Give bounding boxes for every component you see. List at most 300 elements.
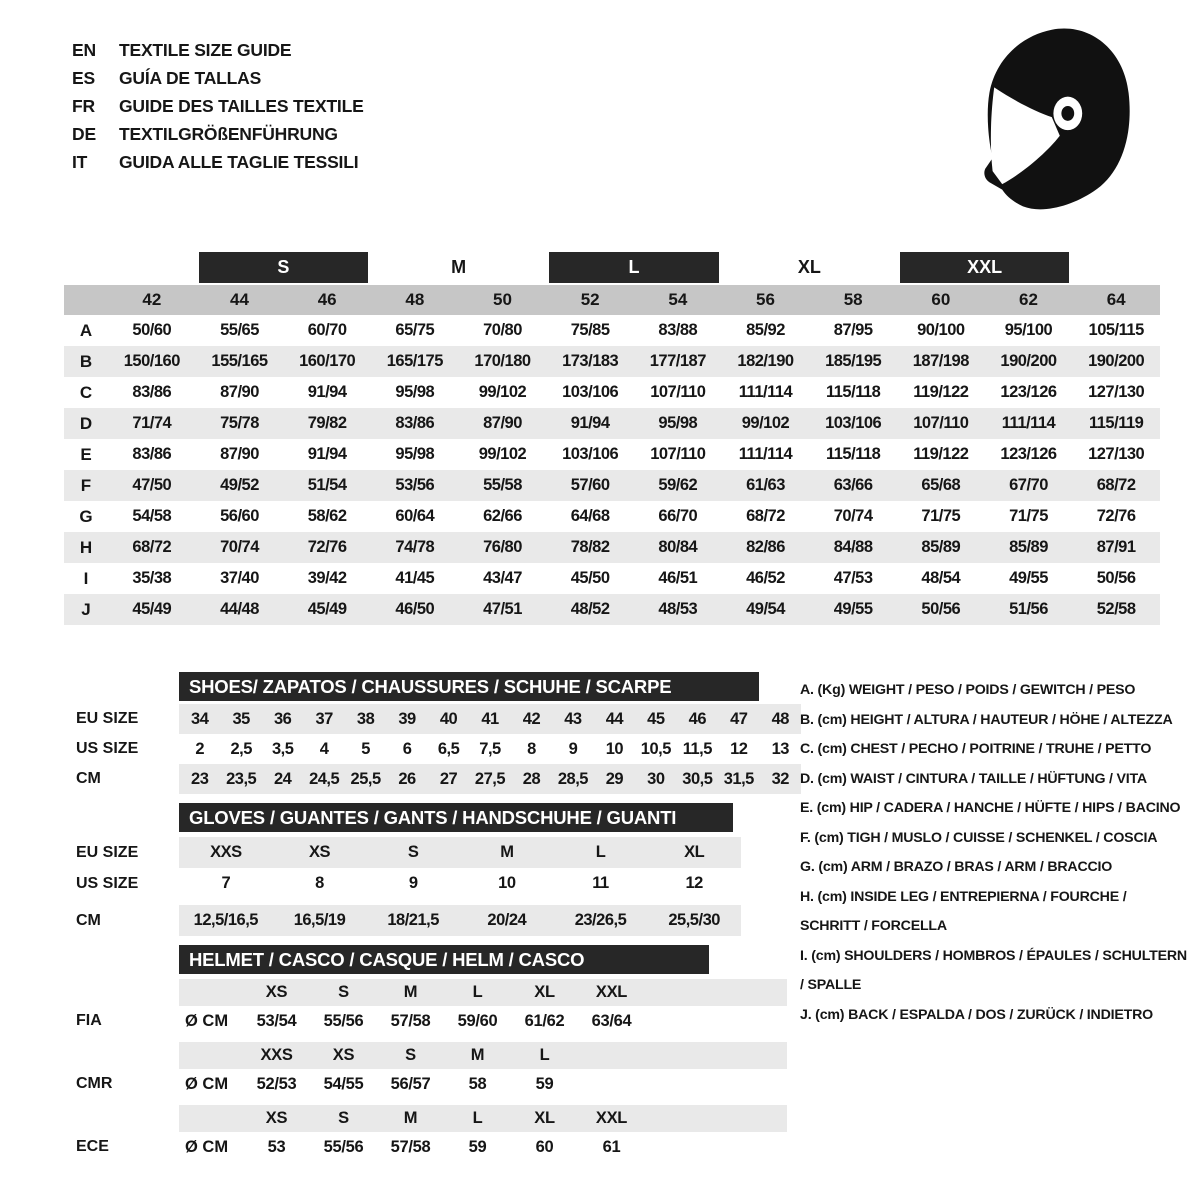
helmet-section-body <box>179 1105 787 1162</box>
helmet-size-value: 55/56 <box>323 1137 364 1156</box>
size-value-cell: 111/114 <box>738 383 793 401</box>
size-value-cell: 23,5 <box>226 769 257 788</box>
size-value-cell: 51/54 <box>307 476 347 494</box>
helmet-size-value: 61 <box>602 1137 621 1156</box>
helmet-size-header: L <box>472 1109 483 1127</box>
helmet-size-header: S <box>338 983 349 1001</box>
size-value-cell: M <box>500 843 514 861</box>
size-value-cell: 70/74 <box>833 507 873 525</box>
size-columns-row <box>64 285 1160 315</box>
size-value-cell: 62/66 <box>483 507 522 525</box>
helmet-value-row <box>179 1069 787 1099</box>
size-value-cell: 173/183 <box>562 352 619 370</box>
helmet-size-value: 54/55 <box>323 1074 364 1093</box>
row-label: D <box>79 413 93 433</box>
size-value-cell: 99/102 <box>741 414 790 432</box>
size-column-header: 42 <box>142 290 162 309</box>
language-row <box>72 36 364 64</box>
legend-item-h: H. (cm) INSIDE LEG / ENTREPIERNA / FOURCHE / SCHRITT / FORCELLA <box>800 888 1127 934</box>
size-value-cell: 46/52 <box>746 569 785 587</box>
size-value-cell: 8 <box>527 739 536 758</box>
size-value-cell: 87/91 <box>1096 538 1136 556</box>
size-value-cell: 187/198 <box>912 352 969 370</box>
row-label: F <box>80 475 92 495</box>
size-value-cell: 34 <box>191 709 209 728</box>
helmet-section-cmr <box>64 1042 1160 1099</box>
size-value-cell: 85/92 <box>746 321 785 339</box>
size-value-cell: 20/24 <box>487 911 527 929</box>
row-label: J <box>81 599 91 619</box>
size-value-cell: 123/126 <box>1000 383 1057 401</box>
language-code: EN <box>72 39 96 60</box>
helmet-size-row <box>179 1105 787 1132</box>
helmet-table-title: HELMET / CASCO / CASQUE / HELM / CASCO <box>179 945 709 974</box>
helmet-size-header: L <box>539 1046 550 1064</box>
size-value-cell: 123/126 <box>1000 445 1057 463</box>
row-label: G <box>79 506 93 526</box>
size-value-cell: 87/90 <box>220 445 259 463</box>
language-code: DE <box>72 123 96 144</box>
legend-item-g: G. (cm) ARM / BRAZO / BRAS / ARM / BRACCIO <box>800 859 1113 875</box>
size-value-cell: 95/98 <box>658 414 698 432</box>
size-value-cell: 18/21,5 <box>387 911 439 929</box>
size-value-cell: 55/65 <box>220 321 259 339</box>
helmet-size-value: 56/57 <box>390 1074 431 1093</box>
helmet-size-header: M <box>403 1109 418 1127</box>
size-value-cell: 10,5 <box>640 739 671 758</box>
size-value-cell: 71/74 <box>132 414 172 432</box>
legend-item-a: A. (Kg) WEIGHT / PESO / POIDS / GEWITCH / PESO <box>800 682 1136 698</box>
size-value-cell: 48 <box>771 709 789 728</box>
size-value-cell: 70/80 <box>483 321 522 339</box>
values-band <box>179 868 741 899</box>
size-value-cell: 27 <box>439 769 458 788</box>
size-column-header: 62 <box>1019 290 1038 309</box>
size-value-cell: 85/89 <box>921 538 961 556</box>
size-value-cell: 66/70 <box>658 507 698 525</box>
size-value-cell: 83/88 <box>658 321 698 339</box>
helmet-section-body <box>179 979 787 1036</box>
size-value-cell: 27,5 <box>474 769 506 788</box>
size-value-cell: 67/70 <box>1009 476 1048 494</box>
size-value-cell: 23 <box>191 769 209 788</box>
size-value-cell: 43 <box>564 709 582 728</box>
unit-label: Ø CM <box>185 1137 229 1156</box>
size-value-cell: 7 <box>221 874 231 892</box>
size-value-cell: 83/86 <box>132 445 172 463</box>
size-value-cell: 74/78 <box>395 538 435 556</box>
size-value-cell: 48/54 <box>921 569 961 587</box>
size-value-cell: 63/66 <box>833 476 873 494</box>
size-value-cell: 80/84 <box>658 538 698 556</box>
row-label: H <box>79 537 93 557</box>
row-header-label: CM <box>76 911 101 929</box>
size-value-cell: 46/51 <box>658 569 698 587</box>
size-value-cell: 12 <box>685 874 703 892</box>
size-value-cell: 30 <box>647 769 665 788</box>
size-value-cell: 91/94 <box>570 414 610 432</box>
size-value-cell: 28 <box>522 769 541 788</box>
language-code: IT <box>72 151 88 172</box>
size-column-header: 60 <box>931 290 951 309</box>
unit-label: Ø CM <box>185 1074 229 1093</box>
size-value-cell: 105/115 <box>1088 321 1144 339</box>
size-value-cell: 7,5 <box>479 739 501 758</box>
helmet-size-row <box>179 1042 787 1069</box>
helmet-size-header: XXL <box>595 1109 628 1127</box>
helmet-size-value: 53 <box>267 1137 286 1156</box>
helmet-size-header: XL <box>534 983 555 1001</box>
measure-row-e <box>64 439 1160 470</box>
helmet-size-header: M <box>470 1046 485 1064</box>
size-value-cell: 45 <box>647 709 665 728</box>
size-value-cell: 79/82 <box>307 414 347 432</box>
size-value-cell: 24,5 <box>309 769 340 788</box>
size-value-cell: 107/110 <box>913 414 969 432</box>
size-group-row <box>64 250 1160 285</box>
size-value-cell: 103/106 <box>825 414 882 432</box>
size-value-cell: 75/78 <box>220 414 259 432</box>
size-group-m: M <box>451 257 467 277</box>
size-value-cell: 9 <box>568 739 578 758</box>
measure-row-c <box>64 377 1160 408</box>
size-value-cell: 87/90 <box>220 383 259 401</box>
size-value-cell: 12,5/16,5 <box>193 911 258 929</box>
guide-title: GUIDE DES TAILLES TEXTILE <box>119 95 364 116</box>
measure-row-g <box>64 501 1160 532</box>
size-value-cell: 68/72 <box>1096 476 1136 494</box>
size-value-cell: 190/200 <box>1000 352 1057 370</box>
size-value-cell: 64/68 <box>570 507 610 525</box>
size-column-header: 46 <box>317 290 337 309</box>
guide-title: TEXTILE SIZE GUIDE <box>119 39 292 60</box>
size-value-cell: 68/72 <box>746 507 785 525</box>
size-value-cell: 59/62 <box>658 476 698 494</box>
helmet-size-value: 59/60 <box>457 1011 498 1030</box>
helmet-value-row <box>179 1132 787 1162</box>
size-value-cell: 65/75 <box>395 321 435 339</box>
size-group-spacer <box>1072 252 1160 283</box>
size-value-cell: 29 <box>605 769 624 788</box>
size-value-cell: 83/86 <box>395 414 435 432</box>
size-value-cell: 91/94 <box>307 383 347 401</box>
size-value-cell: 50/56 <box>921 600 961 618</box>
helmet-value-row <box>179 1006 787 1036</box>
size-value-cell: 36 <box>273 709 292 728</box>
size-value-cell: 25,5/30 <box>668 911 720 929</box>
size-value-cell: 75/85 <box>570 321 610 339</box>
helmet-size-header: XS <box>265 1109 288 1127</box>
row-header-label: EU SIZE <box>76 843 139 861</box>
size-value-cell: 49/54 <box>746 600 785 618</box>
size-value-cell: 31,5 <box>723 769 754 788</box>
measure-row-b <box>64 346 1160 377</box>
size-group-xl: XL <box>797 257 821 277</box>
racing-helmet-icon <box>975 26 1135 212</box>
row-label: C <box>79 382 93 402</box>
size-group-l: L <box>549 252 718 283</box>
helmet-size-header: S <box>405 1046 416 1064</box>
helmet-size-value: 52/53 <box>256 1074 297 1093</box>
legend-item-e: E. (cm) HIP / CADERA / HANCHE / HÜFTE / HIPS / BACINO <box>800 800 1181 816</box>
size-value-cell: 61/63 <box>746 476 785 494</box>
size-value-cell: 28,5 <box>557 769 588 788</box>
row-header-label: US SIZE <box>76 874 139 892</box>
size-value-cell: 127/130 <box>1088 383 1145 401</box>
row-label: E <box>80 444 92 464</box>
size-value-cell: 32 <box>771 769 789 788</box>
size-value-cell: 10 <box>498 874 516 892</box>
values-band <box>179 905 741 936</box>
size-value-cell: 46/50 <box>395 600 435 618</box>
gloves-table-title: GLOVES / GUANTES / GANTS / HANDSCHUHE / GUANTI <box>179 803 733 832</box>
size-value-cell: 5 <box>361 739 370 758</box>
row-label: I <box>83 568 89 588</box>
size-value-cell: 68/72 <box>132 538 172 556</box>
size-column-header: 52 <box>580 290 600 309</box>
values-band <box>179 837 741 868</box>
size-value-cell: 83/86 <box>132 383 172 401</box>
size-value-cell: 23/26,5 <box>574 911 627 929</box>
row-header-label: EU SIZE <box>76 710 139 727</box>
size-value-cell: 71/75 <box>921 507 961 525</box>
size-value-cell: 11 <box>592 874 609 892</box>
size-value-cell: 50/60 <box>132 321 172 339</box>
size-value-cell: 182/190 <box>737 352 794 370</box>
size-value-cell: 119/122 <box>913 383 969 401</box>
size-value-cell: 115/118 <box>825 445 881 463</box>
size-value-cell: 99/102 <box>478 445 527 463</box>
size-value-cell: 155/165 <box>211 352 268 370</box>
helmet-size-header: XL <box>534 1109 555 1127</box>
row-label: B <box>79 351 93 371</box>
size-value-cell: 90/100 <box>917 321 965 339</box>
size-value-cell: 115/118 <box>825 383 881 401</box>
size-group-spacer <box>64 252 196 283</box>
size-value-cell: 3,5 <box>271 739 294 758</box>
size-value-cell: 119/122 <box>913 445 969 463</box>
size-value-cell: 76/80 <box>483 538 522 556</box>
size-value-cell: 85/89 <box>1009 538 1048 556</box>
size-value-cell: 58/62 <box>307 507 347 525</box>
size-value-cell: 52/58 <box>1096 600 1136 618</box>
size-value-cell: 70/74 <box>220 538 259 556</box>
helmet-size-header: L <box>472 983 483 1001</box>
language-row <box>72 92 364 120</box>
size-value-cell: 84/88 <box>833 538 873 556</box>
size-value-cell: 12 <box>730 739 748 758</box>
size-value-cell: 24 <box>273 769 292 788</box>
guide-title: GUIDA ALLE TAGLIE TESSILI <box>119 151 359 172</box>
values-band <box>179 764 801 794</box>
guide-title: GUÍA DE TALLAS <box>119 67 262 88</box>
row-label: A <box>79 320 93 340</box>
size-value-cell: 38 <box>356 709 375 728</box>
size-group-xxl: XXL <box>900 252 1069 283</box>
legend-item-i: I. (cm) SHOULDERS / HOMBROS / ÉPAULES / SCHULTERN / SPALLE <box>800 947 1187 993</box>
size-value-cell: 47/53 <box>833 569 873 587</box>
size-value-cell: 41/45 <box>395 569 435 587</box>
legend-item-d: D. (cm) WAIST / CINTURA / TAILLE / HÜFTUNG / VITA <box>800 770 1147 787</box>
size-value-cell: 8 <box>315 874 324 892</box>
size-value-cell: 35/38 <box>132 569 172 587</box>
helmet-size-header: XS <box>332 1046 355 1064</box>
standard-label: ECE <box>76 1138 109 1155</box>
size-value-cell: 190/200 <box>1088 352 1145 370</box>
size-value-cell: 65/68 <box>921 476 961 494</box>
size-value-cell: 72/76 <box>1096 507 1136 525</box>
legend-item-c: C. (cm) CHEST / PECHO / POITRINE / TRUHE / PETTO <box>800 741 1152 757</box>
size-value-cell: 160/170 <box>299 352 356 370</box>
size-value-cell: 47/50 <box>132 476 172 494</box>
size-value-cell: 95/98 <box>395 445 435 463</box>
guide-title: TEXTILGRÖßENFÜHRUNG <box>119 123 338 144</box>
helmet-section-body <box>179 1042 787 1099</box>
size-value-cell: 47/51 <box>483 600 522 618</box>
size-value-cell: 48/53 <box>658 600 698 618</box>
size-value-cell: 170/180 <box>474 352 531 370</box>
legend-item-b: B. (cm) HEIGHT / ALTURA / HAUTEUR / HÖHE / ALTEZZA <box>800 711 1173 728</box>
size-value-cell: 11,5 <box>682 739 712 758</box>
size-value-cell: 13 <box>771 739 789 758</box>
size-value-cell: 49/55 <box>833 600 873 618</box>
size-value-cell: 42 <box>522 709 541 728</box>
size-column-header: 44 <box>230 290 249 309</box>
size-column-header: 56 <box>756 290 775 309</box>
size-value-cell: 55/58 <box>483 476 522 494</box>
size-value-cell: 95/98 <box>395 383 435 401</box>
size-value-cell: 54/58 <box>132 507 172 525</box>
measure-row-f <box>64 470 1160 501</box>
size-column-header: 64 <box>1106 290 1126 309</box>
measure-row-i <box>64 563 1160 594</box>
size-value-cell: 44 <box>605 709 624 728</box>
standard-label: FIA <box>76 1012 102 1029</box>
helmet-size-value: 59 <box>468 1137 487 1156</box>
size-value-cell: 49/55 <box>1009 569 1048 587</box>
helmet-size-header: S <box>338 1109 349 1127</box>
size-value-cell: 60/64 <box>395 507 435 525</box>
measure-row-d <box>64 408 1160 439</box>
size-value-cell: 46 <box>688 709 706 728</box>
language-row <box>72 64 364 92</box>
size-value-cell: 9 <box>408 874 418 892</box>
size-value-cell: 40 <box>439 709 458 728</box>
helmet-size-value: 55/56 <box>323 1011 364 1030</box>
size-value-cell: 30,5 <box>682 769 713 788</box>
size-value-cell: 41 <box>481 709 499 728</box>
size-value-cell: 4 <box>319 739 329 758</box>
size-column-header: 58 <box>843 290 863 309</box>
size-value-cell: 103/106 <box>562 383 619 401</box>
size-value-cell: 51/56 <box>1009 600 1048 618</box>
size-value-cell: 87/95 <box>833 321 873 339</box>
language-title-block <box>72 36 364 176</box>
size-value-cell: 60/70 <box>307 321 347 339</box>
measure-row-a <box>64 315 1160 346</box>
helmet-size-header: XXS <box>260 1046 293 1064</box>
size-column-header: 54 <box>668 290 688 309</box>
helmet-size-value: 58 <box>468 1074 487 1093</box>
helmet-size-header: XXL <box>595 983 628 1001</box>
helmet-size-value: 63/64 <box>591 1011 632 1030</box>
measure-row-h <box>64 532 1160 563</box>
size-value-cell: 72/76 <box>307 538 347 556</box>
size-value-cell: 103/106 <box>562 445 619 463</box>
size-value-cell: 115/119 <box>1088 414 1144 432</box>
size-value-cell: XL <box>684 843 705 861</box>
measurement-legend <box>800 676 1190 1030</box>
textile-size-table <box>64 250 1160 625</box>
language-code: FR <box>72 95 95 116</box>
helmet-size-row <box>179 979 787 1006</box>
size-value-cell: L <box>595 843 606 861</box>
size-value-cell: 45/49 <box>307 600 347 618</box>
helmet-size-value: 53/54 <box>256 1011 297 1030</box>
size-value-cell: 45/50 <box>570 569 610 587</box>
standard-label: CMR <box>76 1075 113 1092</box>
size-value-cell: 177/187 <box>649 352 706 370</box>
size-value-cell: 10 <box>605 739 624 758</box>
legend-item-f: F. (cm) TIGH / MUSLO / CUISSE / SCHENKEL / COSCIA <box>800 829 1158 846</box>
size-value-cell: 99/102 <box>478 383 527 401</box>
row-header-label: US SIZE <box>76 740 139 757</box>
helmet-section-ece <box>64 1105 1160 1162</box>
row-header-label: CM <box>76 770 101 787</box>
size-value-cell: 6,5 <box>437 739 460 758</box>
helmet-size-value: 61/62 <box>524 1011 565 1030</box>
size-value-cell: S <box>407 843 419 861</box>
language-row <box>72 148 364 176</box>
size-value-cell: 71/75 <box>1009 507 1048 525</box>
size-value-cell: XS <box>308 843 330 861</box>
size-value-cell: 35 <box>232 709 250 728</box>
size-value-cell: 37/40 <box>220 569 259 587</box>
unit-label: Ø CM <box>185 1011 229 1030</box>
language-code: ES <box>72 67 95 88</box>
shoes-table-title: SHOES/ ZAPATOS / CHAUSSURES / SCHUHE / SCARPE <box>179 672 759 701</box>
helmet-size-value: 57/58 <box>390 1011 431 1030</box>
size-value-cell: 39/42 <box>307 569 347 587</box>
size-column-header: 48 <box>405 290 425 309</box>
size-value-cell: 49/52 <box>220 476 259 494</box>
values-band <box>179 704 801 734</box>
size-value-cell: 87/90 <box>483 414 522 432</box>
size-value-cell: 185/195 <box>825 352 882 370</box>
size-value-cell: 57/60 <box>570 476 610 494</box>
legend-item-j: J. (cm) BACK / ESPALDA / DOS / ZURÜCK / INDIETRO <box>800 1006 1153 1023</box>
size-value-cell: 150/160 <box>123 352 180 370</box>
size-value-cell: 37 <box>315 709 333 728</box>
size-value-cell: 95/100 <box>1004 321 1053 339</box>
size-value-cell: 53/56 <box>395 476 435 494</box>
helmet-size-value: 60 <box>535 1137 554 1156</box>
size-value-cell: 50/56 <box>1096 569 1136 587</box>
size-value-cell: 26 <box>398 769 416 788</box>
size-value-cell: 47 <box>730 709 748 728</box>
helmet-size-header: M <box>403 983 418 1001</box>
size-value-cell: 6 <box>402 739 412 758</box>
helmet-size-header: XS <box>265 983 288 1001</box>
size-value-cell: 78/82 <box>570 538 610 556</box>
size-value-cell: 82/86 <box>746 538 785 556</box>
size-value-cell: 107/110 <box>650 445 706 463</box>
size-value-cell: 111/114 <box>1001 414 1056 432</box>
values-band <box>179 734 801 764</box>
size-value-cell: 43/47 <box>483 569 522 587</box>
helmet-size-value: 57/58 <box>390 1137 431 1156</box>
size-value-cell: 107/110 <box>650 383 706 401</box>
